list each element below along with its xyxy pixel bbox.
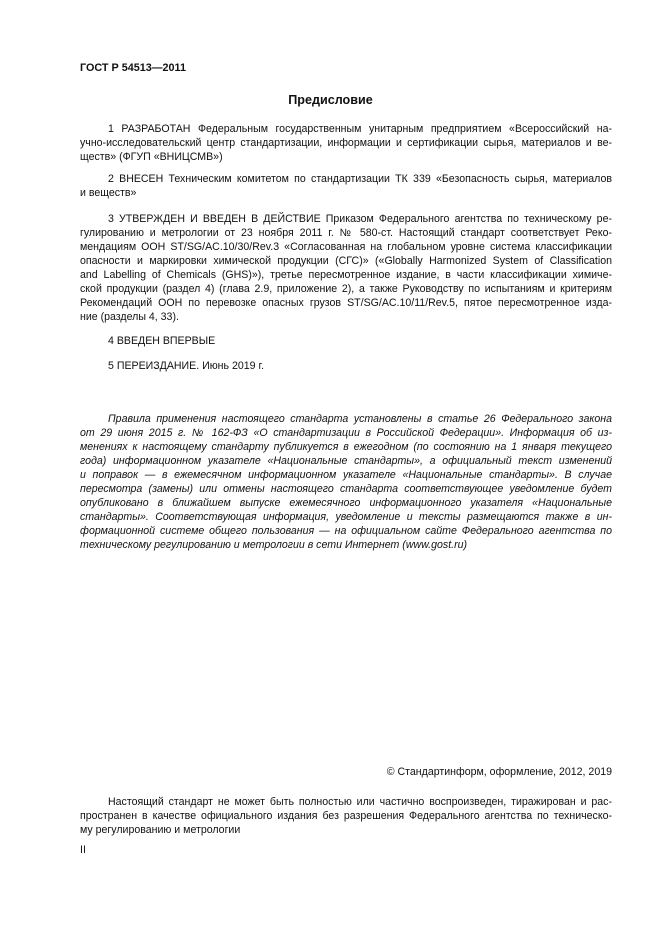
text-line: опубликовано в ближайшем выпуске ежемесячного информационного указателя «Национальные bbox=[80, 497, 612, 509]
text-line: ществ» (ФГУП «ВНИЦСМВ») bbox=[80, 151, 223, 163]
text-line: мендациям ООН ST/SG/AC.10/30/Rev.3 «Согласованная на глобальном уровне система классификации bbox=[80, 241, 612, 253]
standard-application-notice bbox=[80, 412, 612, 552]
text-line: учно-исследовательский центр стандартизации, информации и сертификации сырья, материалов и ве- bbox=[80, 137, 612, 149]
text-line: Рекомендаций ООН по перевозке опасных грузов ST/SG/AC.10/11/Rev.5, пятое пересмотренное изда- bbox=[80, 297, 612, 309]
preface-item-2 bbox=[80, 172, 612, 200]
text-line: стандарты». Соответствующая информация, уведомление и тексты размещаются также в ин- bbox=[80, 511, 612, 523]
text-line: года) информационном указателе «Национальные стандарты», а официальный текст изменений bbox=[80, 455, 612, 467]
page-number: II bbox=[80, 844, 86, 856]
text-line: Правила применения настоящего стандарта установлены в статье 26 Федерального закона bbox=[108, 413, 612, 425]
preface-item-3 bbox=[80, 212, 612, 324]
text-line: му регулированию и метрологии bbox=[80, 824, 241, 836]
text-line: гулированию и метрологии от 23 ноября 2011 г. № 580-ст. Настоящий стандарт соответствует Реко- bbox=[80, 227, 612, 239]
text-line: 3 УТВЕРЖДЕН И ВВЕДЕН В ДЕЙСТВИЕ Приказом Федерального агентства по техническому ре- bbox=[108, 213, 612, 225]
text-line: Настоящий стандарт не может быть полностью или частично воспроизведен, тиражирован и рас- bbox=[108, 796, 612, 808]
text-line: опасности и маркировки химической продукции (СГС)» («Globally Harmonized System of Classification bbox=[80, 255, 612, 267]
text-line: техническому регулированию и метрологии в сети Интернет (www.gost.ru) bbox=[80, 539, 468, 551]
reproduction-notice bbox=[80, 795, 612, 837]
page-title: Предисловие bbox=[288, 93, 373, 107]
text-line: пространен в качестве официального издания без разрешения Федерального агентства по техническо- bbox=[80, 810, 612, 822]
text-line: пересмотра (замены) или отмены настоящего стандарта соответствующее уведомление будет bbox=[80, 483, 612, 495]
text-line: от 29 июня 2015 г. № 162-ФЗ «О стандартизации в Российской Федерации». Информация об из- bbox=[80, 427, 612, 439]
text-line: 4 ВВЕДЕН ВПЕРВЫЕ bbox=[108, 335, 216, 347]
document-number: ГОСТ Р 54513—2011 bbox=[80, 62, 186, 74]
preface-item-4 bbox=[80, 334, 612, 348]
text-line: менениях к настоящему стандарту публикуется в ежегодном (по состоянию на 1 января текущего bbox=[80, 441, 612, 453]
preface-item-5 bbox=[80, 359, 612, 373]
text-line: формационной системе общего пользования — на официальном сайте Федерального агентства по bbox=[80, 525, 612, 537]
copyright-notice: © Стандартинформ, оформление, 2012, 2019 bbox=[386, 766, 612, 778]
text-line: и веществ» bbox=[80, 187, 137, 199]
text-line: и поправок — в ежемесячном информационном указателе «Национальные стандарты». В случае bbox=[80, 469, 612, 481]
text-line: 2 ВНЕСЕН Техническим комитетом по стандартизации ТК 339 «Безопасность сырья, материалов bbox=[108, 173, 612, 185]
text-line: and Labelling of Chemicals (GHS)»), третье пересмотренное издание, в части классификации химиче- bbox=[80, 269, 612, 281]
text-line: ской продукции (раздел 4) (глава 2.9, приложение 2), а также Руководству по испытаниям и критериям bbox=[80, 283, 612, 295]
text-line: 5 ПЕРЕИЗДАНИЕ. Июнь 2019 г. bbox=[108, 360, 265, 372]
text-line: ние (разделы 4, 33). bbox=[80, 311, 179, 323]
text-line: 1 РАЗРАБОТАН Федеральным государственным унитарным предприятием «Всероссийский на- bbox=[108, 123, 612, 135]
preface-item-1 bbox=[80, 122, 612, 164]
